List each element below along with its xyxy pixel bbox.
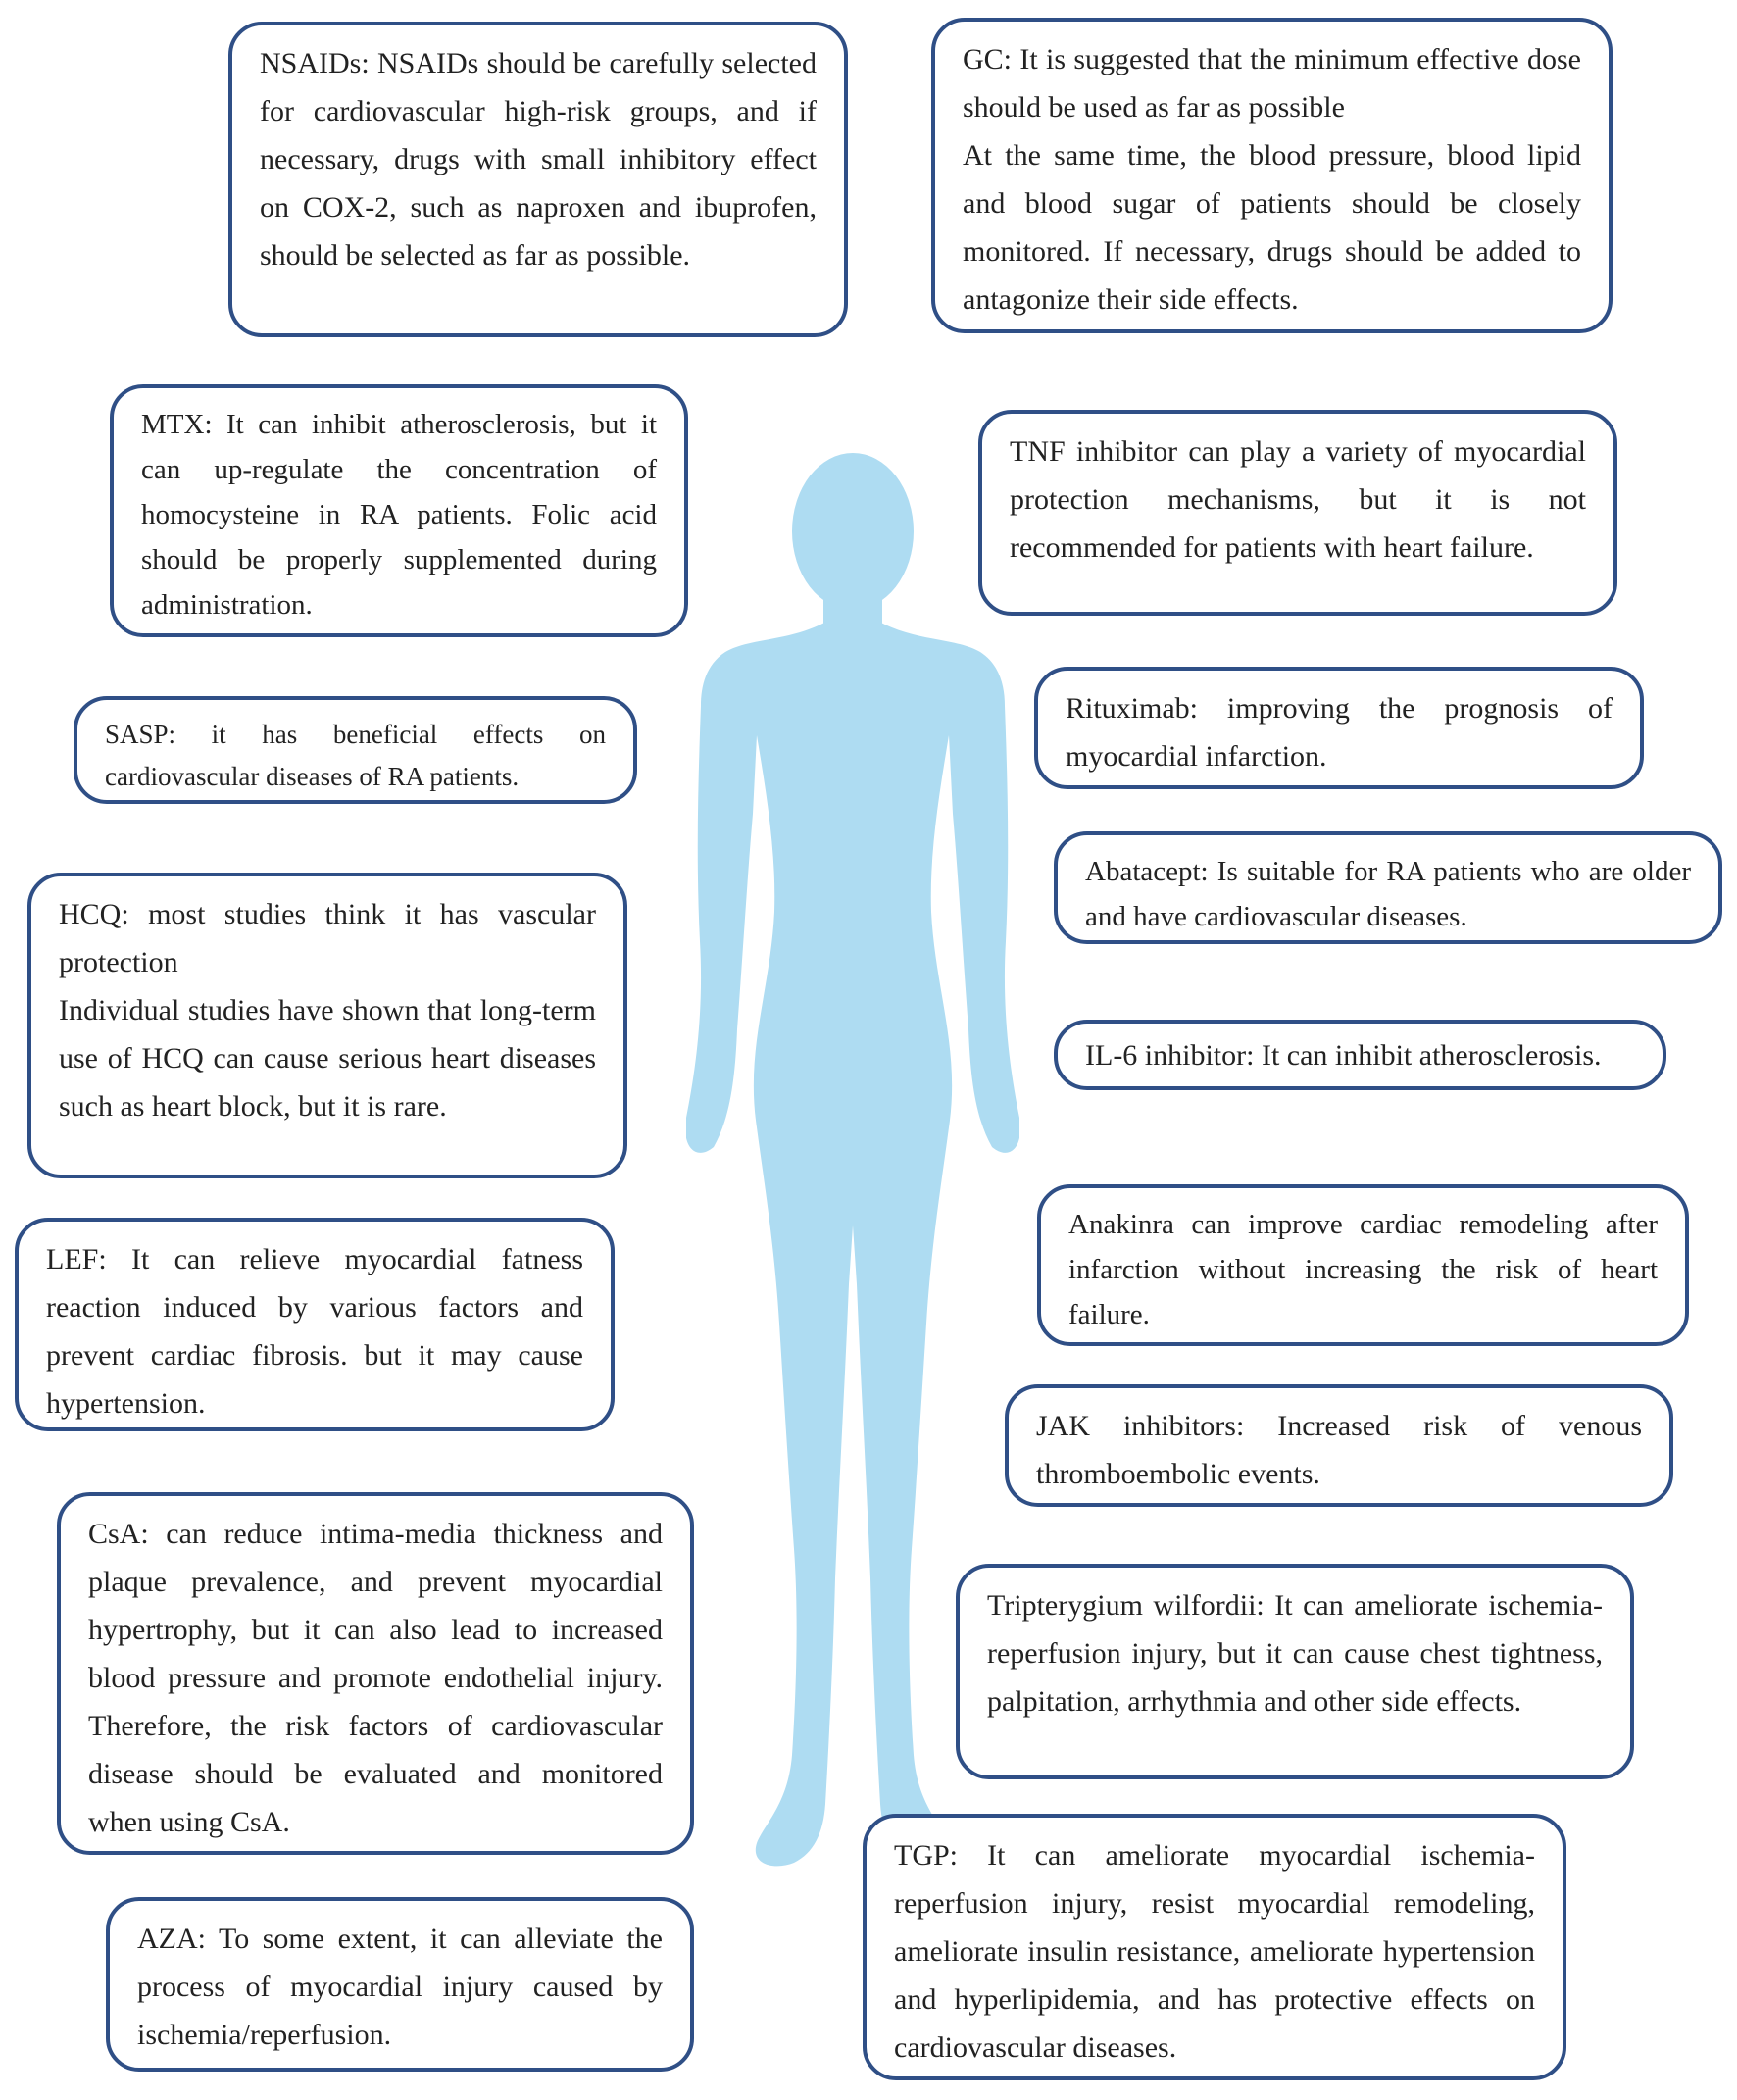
csa-text: CsA: can reduce intima-media thickness and plaque prevalence, and prevent myocardial hypertrophy, but it can also lead to increased blood pressure and promote endothelial injury. Therefore, the risk factors of cardiovascular disease should be evaluated and monitored when using CsA. [88,1518,663,1838]
tripterygium-text: Tripterygium wilfordii: It can ameliorate ischemia-reperfusion injury, but it can cause chest tightness, palpitation, arrhythmia and other side effects. [987,1589,1603,1718]
mtx-box [110,384,688,637]
hcq-text-2: Individual studies have shown that long-term use of HCQ can cause serious heart diseases such as heart block, but it is rare. [59,994,596,1123]
csa-box [57,1492,694,1855]
jak-box [1005,1384,1673,1507]
abatacept-box [1054,831,1722,944]
tnf-text: TNF inhibitor can play a variety of myocardial protection mechanisms, but it is not recommended for patients with heart failure. [1010,435,1586,564]
il6-text: IL-6 inhibitor: It can inhibit atherosclerosis. [1085,1039,1602,1072]
nsaids-box [228,22,848,337]
gc-text-2: At the same time, the blood pressure, blood lipid and blood sugar of patients should be closely monitored. If necessary, drugs should be added to antagonize their side effects. [963,139,1581,316]
tripterygium-box [956,1564,1634,1779]
anakinra-text: Anakinra can improve cardiac remodeling after infarction without increasing the risk of heart failure. [1068,1209,1658,1330]
sasp-text: SASP: it has beneficial effects on cardiovascular diseases of RA patients. [105,720,606,791]
aza-box [106,1897,694,2072]
aza-text: AZA: To some extent, it can alleviate the process of myocardial injury caused by ischemia/reperfusion. [137,1923,663,2051]
rituximab-text: Rituximab: improving the prognosis of myocardial infarction. [1066,692,1613,773]
anakinra-box [1037,1184,1689,1346]
hcq-text-1: HCQ: most studies think it has vascular protection [59,898,596,978]
gc-box [931,18,1613,333]
abatacept-text: Abatacept: Is suitable for RA patients who are older and have cardiovascular diseases. [1085,856,1691,932]
tnf-box [978,410,1617,616]
jak-text: JAK inhibitors: Increased risk of venous thromboembolic events. [1036,1410,1642,1490]
il6-box [1054,1020,1666,1090]
lef-box [15,1218,615,1431]
tgp-box [863,1814,1566,2080]
tgp-text: TGP: It can ameliorate myocardial ischemia-reperfusion injury, resist myocardial remodeling, ameliorate insulin resistance, ameliorate hypertension and hyperlipidemia, and has protective effects on cardiovascular diseases. [894,1839,1535,2064]
mtx-text: MTX: It can inhibit atherosclerosis, but it can up-regulate the concentration of homocysteine in RA patients. Folic acid should be properly supplemented during administration. [141,409,657,621]
gc-text-1: GC: It is suggested that the minimum effective dose should be used as far as possible [963,43,1581,124]
nsaids-text: NSAIDs: NSAIDs should be carefully selected for cardiovascular high-risk groups, and if necessary, drugs with small inhibitory effect on COX-2, such as naproxen and ibuprofen, should be selected as far as possible. [260,47,817,272]
sasp-box [74,696,637,804]
rituximab-box [1034,667,1644,789]
hcq-box [27,873,627,1178]
lef-text: LEF: It can relieve myocardial fatness reaction induced by various factors and prevent cardiac fibrosis. but it may cause hypertension. [46,1243,583,1420]
